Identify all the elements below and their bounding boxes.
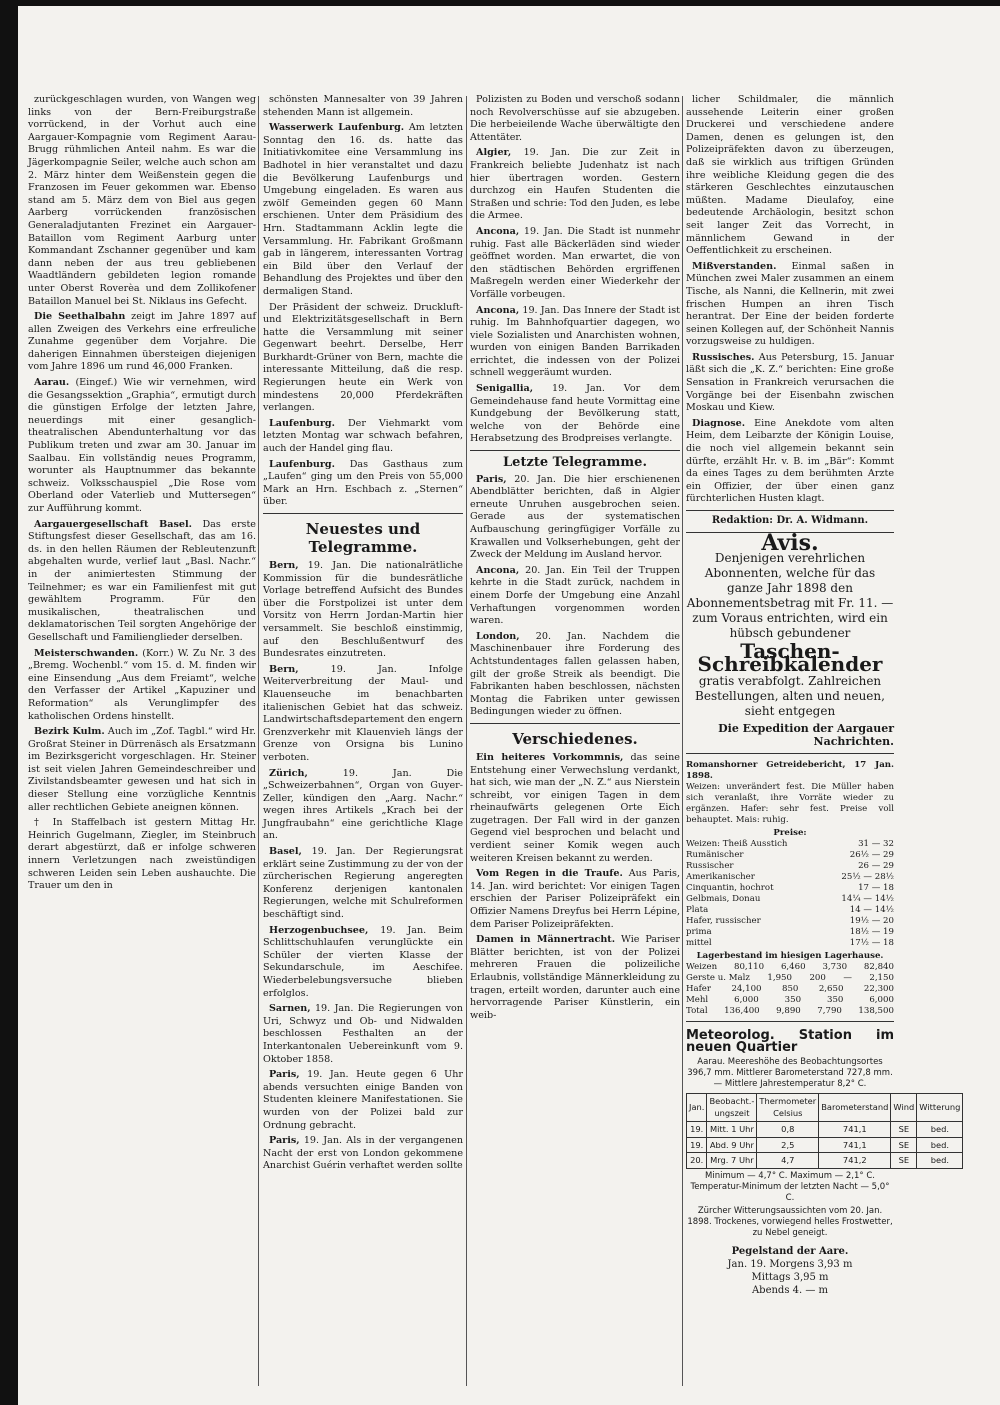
section-heading: Letzte Telegramme. <box>503 455 647 471</box>
article-text: Am letzten Sonntag den 16. ds. hatte das Initiativkomitee eine Versammlung ins Badhotel in hier veranstaltet und dazu die Bevölkerung Laufenburgs und Umgebung eingeladen. Es waren aus zwölf Gemeinden gegen 60 Mann erschienen. Unter dem Präsidium des Hrn. Stadtammann Acklin legte die Versammlung. Hr. Fabrikant Großmann gab in längerem, interessanten Vortrag ein Bild über den Verlauf der Behandlung des Projektes und über den dermaligen Stand. <box>263 122 463 297</box>
article-text: 20. Jan. Ein Teil der Truppen kehrte in die Stadt zurück, nachdem in einem Dorfe der Umgebung eine Anzahl Verhaftungen vorgenommen worden waren. <box>470 564 680 627</box>
price-row <box>686 850 894 861</box>
article-text: † In Staffelbach ist gestern Mittag Hr. Heinrich Gugelmann, Ziegler, im Steinbruch derart abgestürzt, daß er infolge schweren innern Verletzungen nach zweistündigen schweren Leiden sein Leben aushauchte. Die Trauer um den in <box>28 817 256 892</box>
article-text: 19. Jan. Beim Schlittschuhlaufen verunglückte ein Schüler der vierten Klasse der Sekundarschule, im Aeschifee. Wiederbelebungsversuche blieben erfolglos. <box>263 924 463 999</box>
price-value: 26½ — 29 <box>849 849 894 860</box>
section-divider <box>470 723 680 724</box>
article-text: 19. Jan. Die Stadt ist nunmehr ruhig. Fast alle Bäckerläden sind wieder geöffnet worden. Man erwartet, die von den städtischen Behörden ergriffenen Maßregeln werden einer Wiederkehr der Vorfälle vorbeugen. <box>470 225 680 300</box>
article-paragraph: Polizisten zu Boden und verschoß sodann noch Revolverschüsse auf sie abzugeben. Die herbeieilende Wache überwältigte den Attentäter. <box>470 94 680 143</box>
article-text: 20. Jan. Die hier erschienenen Abendblätter berichten, daß in Algier erneute Unruhen ausgebrochen seien. Gerade aus der systematischen Aufbauschung geringfügiger Vorfälle zu Krawallen und Volkserhebungen, geht der Zweck der Meldung im Ausland hervor. <box>470 473 680 561</box>
article-text: (Eingef.) Wie wir vernehmen, wird die Gesangssektion „Graphia“, ermutigt durch die günstigen Erfolge der letzten Jahre, neuerdings mit einer gesanglich-theatralischen Abendunterhaltung vor das Publikum treten und zwar am 30. Januar im Saalbau. Ein vollständig neues Programm, worunter als Hauptnummer das bekannte schweiz. Volksschauspiel „Die Rose vom Oberland oder Vaterlieb und Muttersegen“ zur Aufführung kommt. <box>28 377 256 514</box>
storage-cell: 9,890 <box>776 1005 801 1016</box>
weather-cell: SE <box>891 1121 917 1137</box>
river-level-list <box>686 1258 894 1297</box>
storage-cell: 2,650 <box>818 983 844 994</box>
weather-subtitle: Aarau. Meereshöhe des Beobachtungsortes 396,7 mm. Mittlerer Barometerstand 727,8 mm. — Mittlere Jahrestemperatur 8,2° C. <box>687 1056 893 1089</box>
avis-after: gratis verabfolgt. Zahlreichen Bestellungen, alten und neuen, sieht entgegen <box>695 674 885 719</box>
storage-cell: 3,730 <box>822 961 848 972</box>
storage-list <box>686 962 894 1017</box>
storage-cell: Weizen <box>686 961 718 972</box>
article-text: 19. Jan. Das Innere der Stadt ist ruhig. Im Bahnhofquartier dagegen, wo viele Sozialisten und Anarchisten wohnen, wurden von einigen Banden Barrikaden errichtet, die indessen von der Polizei schnell weggeräumt wurden. <box>470 304 680 379</box>
telegram-bern-1 <box>263 560 463 661</box>
article-heading: Meisterschwanden. <box>34 647 139 659</box>
weather-title: Meteorolog. Station im neuen Quartier <box>686 1027 894 1056</box>
weather-cell: 741,2 <box>819 1153 891 1169</box>
weather-cell: 20. <box>687 1153 707 1169</box>
storage-cell: Mehl <box>686 994 709 1005</box>
price-row <box>686 861 894 872</box>
article-text: Eine Anekdote vom alten Heim, dem Leibarzte der Königin Louise, die noch viel allgemein bekannt sein dürfte, erzählt Hr. v. B. im „Bär“: Kommt da eines Tages zu dem berühmten Arzte ein Offizier, der über einen ganz fürchterlichen Husten klagt. <box>686 417 894 505</box>
article-heading: Paris, <box>269 1135 300 1147</box>
article-heading: Vom Regen in die Traufe. <box>476 868 623 880</box>
storage-cell: 2,150 <box>869 972 894 983</box>
river-level-entry: Jan. 19. Morgens 3,93 m <box>727 1258 853 1270</box>
article-heading: Basel, <box>269 846 302 858</box>
price-row <box>686 916 894 927</box>
article-paragraph: licher Schildmaler, die männlich aussehende Leiterin einer großen Druckerei und verschiedene andere Damen, denen es gelungen ist, den Polizeipräfekten davon zu überzeugen, daß sie wirklich aus triftigen Gründen ihre weibliche Kleidung gegen die des stärkeren Geschlechtes einzutauschen müßten. Madame Dieulafoy, eine bedeutende Archäologin, besitzt schon seit langer Zeit das Vorrecht, in männlichem Gewand in der Oeffentlichkeit zu erscheinen. <box>686 94 894 257</box>
article-heading: Sarnen, <box>269 1003 311 1015</box>
price-item: Gelbmais, Donau <box>686 893 761 904</box>
price-value: 17 — 18 <box>858 882 894 893</box>
weather-cell: 0,8 <box>757 1121 819 1137</box>
storage-row <box>686 984 894 995</box>
avis-title: Avis. <box>761 529 819 556</box>
weather-header-cell: Barometerstand <box>819 1093 891 1121</box>
article-text: 19. Jan. Als in der vergangenen Nacht der erst von London gekommene Anarchist Guérin verhaftet werden sollte <box>263 1135 463 1172</box>
article-heading: Aarau. <box>34 377 70 389</box>
article-text: 19. Jan. Infolge Weiterverbreitung der Maul- und Klauenseuche im benachbarten italienischen Gebiet hat das schweiz. Landwirtschaftsdepartement den engern Grenzverkehr mit Klauenvieh längs der Grenze von Orsigna bis Lunino verboten. <box>263 663 463 763</box>
storage-cell: 6,000 <box>869 994 894 1005</box>
article-text: Das erste Stiftungsfest dieser Gesellschaft, das am 16. ds. in den hellen Räumen der Rebleutenzunft abgehalten wurde, verlief laut „Basl. Nachr.“ in der animiertesten Stimmung der Teilnehmer; es war ein Familienfest mit gut gewähltem Programm. Für den musikalischen, theatralischen und deklamatorischen Teil sorgten Angehörige der Gesellschaft und Familienglieder derselben. <box>28 518 256 643</box>
section-divider <box>686 753 894 754</box>
article-text: Wie Pariser Blätter berichten, ist von der Polizei mehreren Frauen die polizeiliche Erlaubnis, vollständige Männerkleidung zu tragen, erteilt worden, darunter auch eine hervorragende Pariser Künstlerin, ein weib- <box>470 934 680 1021</box>
storage-cell: 850 <box>781 983 799 994</box>
weather-cell: SE <box>891 1137 917 1153</box>
column-rule <box>466 96 467 1386</box>
price-value: 31 — 32 <box>858 838 894 849</box>
article-laufenburg-1 <box>263 418 463 456</box>
price-item: prima <box>686 926 712 937</box>
price-item: Cinquantin, hochrot <box>686 882 774 893</box>
article-heading: Ancona, <box>476 304 520 316</box>
article-heading: Die Seethalbahn <box>34 311 126 323</box>
price-value: 26 — 29 <box>858 860 894 871</box>
article-russisches <box>686 352 894 415</box>
section-divider <box>686 510 894 511</box>
article-regen-traufe <box>470 868 680 931</box>
column-2 <box>263 94 463 1384</box>
weather-header-cell: Thermometer Celsius <box>757 1093 819 1121</box>
section-heading: Neuestes und Telegramme. <box>305 520 421 556</box>
price-list <box>686 839 894 949</box>
storage-cell: 350 <box>827 994 844 1005</box>
article-kulm <box>28 726 256 814</box>
article-paragraph: zurückgeschlagen wurden, von Wangen weg links von der Bern-Freiburgstraße vorrückend, in der Vorhut auch eine Aargauer-Kompagnie vom Regiment Aarau-Brugg rühmlichen Anteil nahm. Es war die Jägerkompagnie Seiler, welche auch schon am 2. März hinter dem Weißenstein gegen die Franzosen im Feuer gekommen war. Ebenso stand am 5. März dem von Biel aus gegen Aarberg vorrückenden französischen Generaladjutanten Frezinet ein Aargauer-Bataillon vom Regiment Aarburg unter Kommandant Zschanner gegenüber und kam dann neben der aus treu gebliebenen Waadtländern gebildeten legion romande unter Oberst Roverèa und dem Zollikofener Bataillon Manuel bei St. Niklaus ins Gefecht. <box>28 94 256 307</box>
storage-cell: 200 <box>809 972 826 983</box>
telegram-london <box>470 631 680 719</box>
storage-cell: 138,500 <box>858 1005 894 1016</box>
storage-row <box>686 1006 894 1017</box>
price-row <box>686 872 894 883</box>
weather-table-body <box>687 1121 963 1168</box>
article-heading: Senigallia, <box>476 383 534 395</box>
price-row <box>686 839 894 850</box>
article-text: 19. Jan. Vor dem Gemeindehause fand heute Vormittag eine Kundgebung der Bevölkerung statt, welche von der Behörde eine Herabsetzung des Brodpreises verlangte. <box>470 383 680 445</box>
article-aarau <box>28 377 256 516</box>
river-level <box>686 1245 894 1297</box>
article-text: das seine Entstehung einer Verwechslung verdankt, hat sich, wie man der „N. Z.“ aus Nierstein schreibt, vor einigen Tagen in dem rheinaufwärts gelegenen Orte Eich zugetragen. Der Fall wird in der ganzen Gegend viel besprochen und belacht und verdient seiner Komik wegen auch weiteren Kreisen bekannt zu werden. <box>470 751 680 864</box>
storage-row <box>686 995 894 1006</box>
weather-header-cell: Beobacht.-ungszeit <box>707 1093 757 1121</box>
article-heading: Paris, <box>476 473 507 485</box>
article-heading: Diagnose. <box>692 417 746 429</box>
article-heading: Zürich, <box>269 767 308 779</box>
storage-cell: Gerste u. Malz <box>686 972 750 983</box>
article-heading: Algier, <box>476 147 512 159</box>
storage-cell: 7,790 <box>817 1005 842 1016</box>
section-heading: Verschiedenes. <box>512 729 638 748</box>
weather-cell: SE <box>891 1153 917 1169</box>
weather-cell: Abd. 9 Uhr <box>707 1137 757 1153</box>
column-rule <box>682 96 683 1386</box>
price-item: Rumänischer <box>686 849 744 860</box>
price-value: 14¼ — 14½ <box>841 893 894 904</box>
weather-cell: bed. <box>917 1153 963 1169</box>
price-item: Weizen: Theiß Ausstich <box>686 838 788 849</box>
telegram-senigallia <box>470 383 680 446</box>
article-heiteres <box>470 752 680 865</box>
river-level-entry: Mittags 3,95 m <box>751 1271 829 1283</box>
article-text: Aus Petersburg, 15. Januar läßt sich die „K. Z.“ berichten: Eine große Sensation in Frankreich verursachen die Vorgänge bei der Eisenbahn zwischen Moskau und Kiew. <box>686 351 894 414</box>
storage-cell: 6,460 <box>780 961 806 972</box>
storage-cell: 6,000 <box>734 994 759 1005</box>
article-seethalbahn <box>28 311 256 374</box>
article-text: 19. Jan. Die „Schweizerbahnen“, Organ von Guyer-Zeller, kündigen den „Aarg. Nachr.“ wegen ihres Artikels „Krach bei der Jungfraubahn“ eine gerichtliche Klage an. <box>263 767 463 842</box>
article-paragraph: schönsten Mannesalter von 39 Jahren stehenden Mann ist allgemein. <box>263 94 463 118</box>
weather-cell: 19. <box>687 1137 707 1153</box>
price-value: 19½ — 20 <box>849 915 894 926</box>
article-staffelbach <box>28 817 256 893</box>
article-text: 20. Jan. Nachdem die Maschinenbauer ihre Forderung des Achtstundentages fallen gelassen haben, gilt der große Streik als beendigt. Die Fabrikanten haben beschlossen, nächsten Montag die Fabriken unter gewissen Bedingungen wieder zu öffnen. <box>470 630 680 718</box>
storage-cell: — <box>843 972 852 983</box>
price-item: mittel <box>686 937 712 948</box>
telegram-ancona-1 <box>470 226 680 302</box>
article-text: Der Viehmarkt vom letzten Montag war schwach befahren, auch der Handel ging flau. <box>263 417 463 455</box>
avis-advertisement <box>686 529 894 749</box>
article-heading: Wasserwerk Laufenburg. <box>269 122 405 134</box>
article-heading: Ein heiteres Vorkommnis, <box>476 751 624 763</box>
weather-cell: Mitt. 1 Uhr <box>707 1121 757 1137</box>
price-value: 14 — 14½ <box>849 904 894 915</box>
article-diagnose <box>686 418 894 506</box>
price-row <box>686 927 894 938</box>
weather-row <box>687 1121 963 1137</box>
weather-row <box>687 1153 963 1169</box>
article-heading: Bern, <box>269 663 299 675</box>
price-item: Hafer, russischer <box>686 915 761 926</box>
storage-cell: Total <box>686 1005 708 1016</box>
telegram-paris-1 <box>263 1069 463 1132</box>
storage-cell: 22,300 <box>863 983 894 994</box>
price-item: Russischer <box>686 860 734 871</box>
article-missverstanden <box>686 261 894 349</box>
article-text: 19. Jan. Heute gegen 6 Uhr abends versuchten einige Banden von Studenten kleinere Manifestationen. Sie wurden von der Polizei bald zur Ordnung gebracht. <box>263 1069 463 1131</box>
grain-report <box>686 760 894 1017</box>
section-divider <box>686 1021 894 1022</box>
article-text: 19. Jan. Die zur Zeit in Frankreich beliebte Judenhatz ist nach hier übertragen worden. Gestern durchzog ein Haufen Studenten die Straßen und schrie: Tod den Juden, es lebe die Armee. <box>470 147 680 222</box>
prices-label: Preise: <box>773 827 807 838</box>
weather-row <box>687 1137 963 1153</box>
article-heading: Laufenburg. <box>269 417 335 429</box>
weather-cell: 2,5 <box>757 1137 819 1153</box>
column-4 <box>686 94 961 1384</box>
article-text: 19. Jan. Der Regierungsrat erklärt seine Zustimmung zu der von der zürcherischen Regierung angeregten Konferenz derjenigen kantonalen Regierungen, welche mit Schulreformen beschäftigt sind. <box>263 846 463 921</box>
article-heading: Paris, <box>269 1069 300 1081</box>
telegram-zuerich <box>263 768 463 844</box>
telegram-bern-2 <box>263 664 463 765</box>
avis-body: Denjenigen verehrlichen Abonnenten, welche für das ganze Jahr 1898 den Abonnementsbetrag mit Fr. 11. — zum Voraus entrichten, wird ein hübsch gebundener <box>686 551 894 641</box>
article-text: 19. Jan. Die nationalrätliche Kommission für die bundesrätliche Vorlage betreffend Aufsicht des Bundes über die Forstpolizei ist unter dem Vorsitz von Herrn Jordan-Martin hier versammelt. Sie beschloß einstimmig, auf den Beschlußentwurf des Bundesrates einzutreten. <box>263 560 463 660</box>
article-text: Aus Paris, 14. Jan. wird berichtet: Vor einigen Tagen erschien der Pariser Polizeipräfekt ein Offizier Namens Dreyfus bei Herrn Lépine, dem Pariser Polizeipräfekten. <box>470 868 681 930</box>
article-wasserwerk <box>263 122 463 298</box>
weather-header-cell: Jan. <box>687 1093 707 1121</box>
article-heading: Laufenburg. <box>269 458 335 470</box>
storage-cell: 24,100 <box>731 983 762 994</box>
weather-cell: bed. <box>917 1121 963 1137</box>
column-rule <box>258 96 259 1386</box>
weather-cell: 741,1 <box>819 1137 891 1153</box>
editor-line: Redaktion: Dr. A. Widmann. <box>711 515 869 526</box>
grain-report-text: Weizen: unverändert fest. Die Müller haben sich veranlaßt, ihre Vorräte wieder zu ergänzen. Hafer: sehr fest. Preise voll behauptet. Mais: ruhig. <box>686 781 894 825</box>
weather-station <box>686 1027 961 1239</box>
telegram-algier <box>470 147 680 223</box>
telegram-ancona-3 <box>470 565 680 628</box>
article-heading: Herzogenbuchsee, <box>269 924 369 936</box>
price-value: 17½ — 18 <box>849 937 894 948</box>
article-text: zeigt im Jahre 1897 auf allen Zweigen des Verkehrs eine erfreuliche Zunahme gegenüber dem Vorjahre. Die daherigen Einnahmen übersteigen diejenigen vom Jahre 1896 um rund 46,000 Franken. <box>28 311 256 373</box>
column-1 <box>28 94 256 1384</box>
storage-cell: Hafer <box>686 983 711 994</box>
newspaper-page <box>18 6 1000 1405</box>
storage-cell: 80,110 <box>734 961 765 972</box>
weather-header-cell: Wind <box>891 1093 917 1121</box>
page-top-margin <box>18 6 1000 92</box>
weather-forecast: Zürcher Witterungsaussichten vom 20. Jan. 1898. Trockenes, vorwiegend helles Frostwetter, zu Nebel geneigt. <box>687 1205 893 1238</box>
article-heading: Russisches. <box>692 351 755 363</box>
weather-cell: 19. <box>687 1121 707 1137</box>
river-level-title: Pegelstand der Aare. <box>731 1245 849 1257</box>
article-text: (Korr.) W. Zu Nr. 3 des „Bremg. Wochenbl.“ vom 15. d. M. finden wir eine Einsendung „Aus dem Freiamt“, welche den Verfasser der Artikel „Kapuziner und Reformation“ als Verunglimpfer des katholischen Ordens hinstellt. <box>28 647 256 722</box>
weather-cell: Mrg. 7 Uhr <box>707 1153 757 1169</box>
telegram-sarnen <box>263 1003 463 1066</box>
article-laufenburg-2 <box>263 459 463 509</box>
article-text: Das Gasthaus zum „Laufen“ ging um den Preis von 55,000 Mark an Hrn. Eschbach z. „Sternen“ über. <box>263 458 463 508</box>
article-heading: Aargauergesellschaft Basel. <box>34 518 192 530</box>
section-divider <box>470 450 680 451</box>
storage-cell: 1,950 <box>767 972 792 983</box>
price-row <box>686 938 894 949</box>
weather-note: Minimum — 4,7° C. Maximum — 2,1° C. Temperatur-Minimum der letzten Nacht — 5,0° C. <box>690 1170 890 1203</box>
telegram-basel <box>263 846 463 922</box>
article-meisterschwanden <box>28 648 256 724</box>
storage-cell: 136,400 <box>724 1005 760 1016</box>
article-text: 19. Jan. Die Regierungen von Uri, Schwyz und Ob- und Nidwalden beschlossen Festhalten an der Interkantonalen Uebereinkunft vom 9. Oktober 1858. <box>263 1003 463 1065</box>
weather-table <box>686 1093 963 1169</box>
storage-row <box>686 973 894 984</box>
telegram-paris <box>470 474 680 562</box>
price-value: 18½ — 19 <box>849 926 894 937</box>
article-damen <box>470 934 680 1022</box>
storage-cell: 82,840 <box>863 961 894 972</box>
price-item: Plata <box>686 904 709 915</box>
river-level-entry: Abends 4. — m <box>751 1284 829 1296</box>
article-heading: Ancona, <box>476 225 520 237</box>
weather-header-cell: Witterung <box>917 1093 963 1121</box>
weather-table-header <box>687 1093 963 1121</box>
price-row <box>686 894 894 905</box>
telegram-paris-2 <box>263 1135 463 1173</box>
article-heading: Bern, <box>269 560 299 571</box>
price-item: Amerikanischer <box>686 871 755 882</box>
article-text: Auch im „Zof. Tagbl.“ wird Hr. Großrat Steiner in Dürrenäsch als Ersatzmann im Bezirksgericht vorgeschlagen. Hr. Steiner ist seit vielen Jahren Gemeindeschreiber und Zivilstandsbeamter gewesen und hat sich in dieser Stellung eine vorzügliche Kenntnis aller rechtlichen Gebiete aneignen können. <box>28 726 256 813</box>
avis-signature: Die Expedition der Aargauer Nachrichten. <box>718 722 894 748</box>
price-row <box>686 905 894 916</box>
storage-title: Lagerbestand im hiesigen Lagerhause. <box>696 950 884 961</box>
weather-cell: 741,1 <box>819 1121 891 1137</box>
avis-product: Taschen-Schreibkalender <box>697 639 883 676</box>
weather-cell: 4,7 <box>757 1153 819 1169</box>
storage-cell: 350 <box>784 994 802 1005</box>
article-paragraph: Der Präsident der schweiz. Druckluft- und Elektrizitätsgesellschaft in Bern hatte die Versammlung mit seiner Gegenwart beehrt. Derselbe, Herr Burkhardt-Grüner von Bern, machte die interessante Mitteilung, daß die resp. Regierungen heute ein Werk von mindestens 20,000 Pferdekräften verlangen. <box>263 301 463 414</box>
article-basel <box>28 519 256 645</box>
telegram-herzogenbuchsee <box>263 925 463 1001</box>
section-divider <box>263 513 463 514</box>
column-3 <box>470 94 680 1384</box>
weather-cell: bed. <box>917 1137 963 1153</box>
grain-report-title: Romanshorner Getreidebericht, 17 Jan. 1898. <box>686 759 894 781</box>
price-row <box>686 883 894 894</box>
article-heading: Bezirk Kulm. <box>34 726 105 738</box>
article-heading: Damen in Männertracht. <box>476 934 616 946</box>
article-text: Einmal saßen in München zwei Maler zusammen an einem Tische, als Nanni, die Kellnerin, mit zwei frischen Humpen an ihren Tisch herantrat. Der Eine der beiden forderte seinen Kollegen auf, der Schönheit Nannis vorzugsweise zu huldigen. <box>686 260 894 348</box>
telegram-ancona-2 <box>470 305 680 381</box>
article-heading: London, <box>476 630 520 642</box>
price-value: 25½ — 28½ <box>841 871 894 882</box>
storage-row <box>686 962 894 973</box>
article-heading: Mißverstanden. <box>692 260 777 272</box>
article-heading: Ancona, <box>476 564 520 576</box>
